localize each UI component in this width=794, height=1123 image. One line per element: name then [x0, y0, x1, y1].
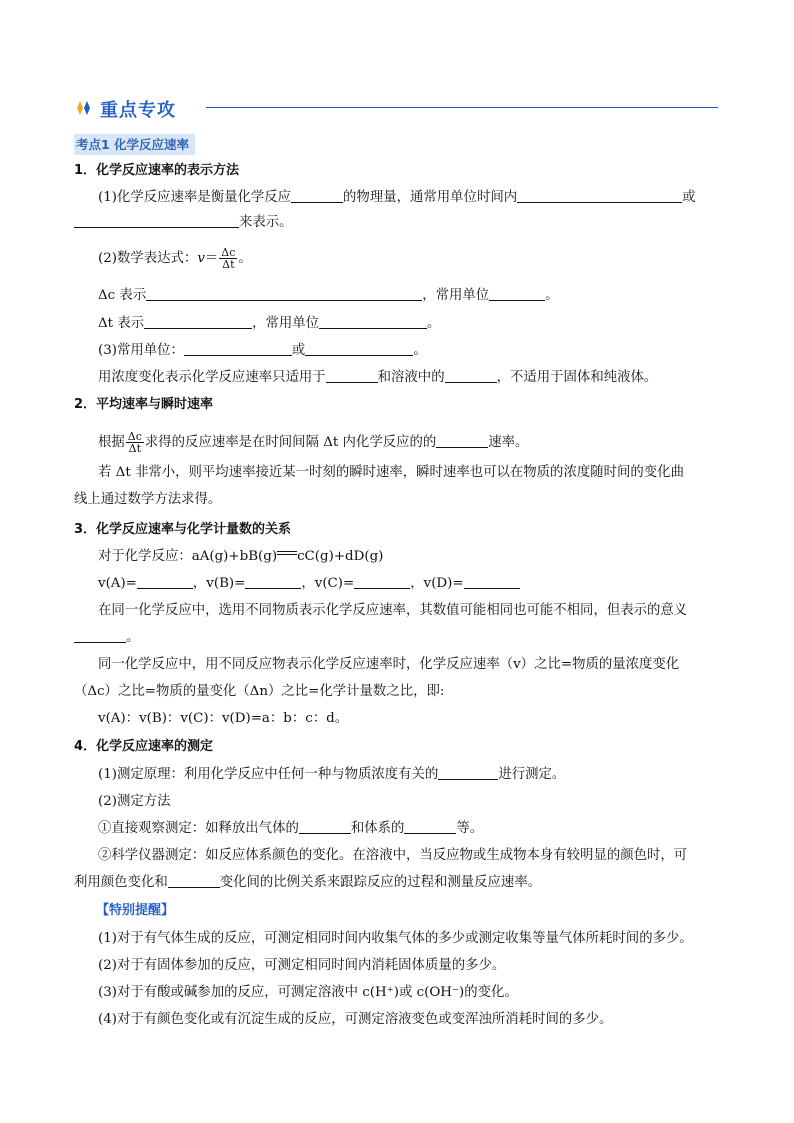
- s3-rates: v(A)= ，v(B)= ，v(C)= ，v(D)=: [98, 575, 520, 593]
- heading-1: 1．化学反应速率的表示方法: [74, 163, 240, 178]
- equals-arrow: [277, 549, 297, 559]
- blank: [184, 343, 292, 356]
- s4-instrument: ②科学仪器测定：如反应体系颜色的变化。在溶液中，当反应物或生成物本身有较明显的颜色时，可: [98, 848, 688, 863]
- section-title: 重点专攻: [100, 100, 176, 121]
- heading-2: 2．平均速率与瞬时速率: [74, 397, 214, 412]
- tip-3: (3)对于有酸或碱参加的反应，可测定溶液中 c(H⁺)或 c(OH⁻)的变化。: [98, 985, 518, 1000]
- blank: [146, 288, 422, 301]
- blank: [319, 316, 427, 329]
- s1-dt: Δt 表示 ，常用单位 。: [98, 316, 441, 331]
- s4-direct: ①直接观察测定：如释放出气体的 和体系的 等。: [98, 821, 484, 836]
- s4-principle: (1)测定原理：利用化学反应中任何一种与物质浓度有关的 进行测定。: [98, 767, 566, 782]
- blank: [291, 190, 343, 203]
- blank: [354, 576, 410, 589]
- blank: [137, 576, 193, 589]
- s3-para2: 在同一化学反应中，选用不同物质表示化学反应速率，其数值可能相同也可能不相同，但表示的意义: [98, 603, 688, 618]
- fraction: $\frac{\Delta c}{\Delta t}$: [127, 430, 142, 455]
- blank: [438, 767, 498, 780]
- s3-para2-cont: 。: [74, 629, 139, 647]
- s1-units: (3)常用单位： 或 。: [98, 343, 427, 358]
- blank: [517, 190, 682, 203]
- blank: [245, 576, 301, 589]
- s3-para3-cont: （Δc）之比=物质的量变化（Δn）之比=化学计量数之比，即:: [74, 684, 445, 699]
- s3-reaction: 对于化学反应：aA(g)+bB(g) cC(g)+dD(g): [98, 549, 384, 564]
- blank: [305, 343, 413, 356]
- blank: [464, 576, 520, 589]
- blank: [445, 370, 497, 383]
- s4-method: (2)测定方法: [98, 794, 171, 809]
- tip-1: (1)对于有气体生成的反应，可测定相同时间内收集气体的多少或测定收集等量气体所耗时间的多少。: [98, 931, 693, 946]
- blank: [489, 288, 545, 301]
- blank: [326, 370, 378, 383]
- blank: [144, 316, 252, 329]
- heading-3: 3．化学反应速率与化学计量数的关系: [74, 522, 292, 537]
- s1-scope: 用浓度变化表示化学反应速率只适用于 和溶液中的 ，不适用于固体和纯液体。: [98, 370, 658, 385]
- s1-formula: (2)数学表达式：v＝ $\frac{\Delta c}{\Delta t}$ 。: [98, 246, 252, 271]
- tip-2: (2)对于有固体参加的反应，可测定相同时间内消耗固体质量的多少。: [98, 958, 506, 973]
- heading-4: 4．化学反应速率的测定: [74, 739, 214, 754]
- header-rule: [206, 107, 718, 108]
- fraction: $\frac{\Delta c}{\Delta t}$: [221, 246, 236, 271]
- tips-label: 【特别提醒】: [96, 903, 175, 918]
- s3-ratio: v(A)：v(B)：v(C)：v(D)=a：b：c：d。: [98, 711, 349, 726]
- tip-4: (4)对于有颜色变化或有沉淀生成的反应，可测定溶液变色或变浑浊所消耗时间的多少。: [98, 1012, 613, 1027]
- s3-para3: 同一化学反应中，用不同反应物表示化学反应速率时，化学反应速率（v）之比=物质的量浓度变化: [98, 657, 680, 672]
- s4-instrument-cont: 利用颜色变化和 变化间的比例关系来跟踪反应的过程和测量反应速率。: [74, 875, 542, 890]
- blank: [74, 215, 239, 228]
- blank: [404, 821, 456, 834]
- s1-para1-cont: 来表示。: [74, 214, 293, 232]
- double-diamond-icon: [76, 100, 92, 116]
- blank: [74, 630, 126, 643]
- s1-dc: Δc 表示 ，常用单位 。: [98, 288, 559, 303]
- blank: [168, 875, 220, 888]
- s2-para1: 根据 $\frac{\Delta c}{\Delta t}$ 求得的反应速率是在时间间隔 Δt 内化学反应的的 速率。: [98, 430, 529, 455]
- section-header: [76, 94, 718, 122]
- s2-para2: 若 Δt 非常小，则平均速率接近某一时刻的瞬时速率，瞬时速率也可以在物质的浓度随时间的变化曲: [98, 465, 684, 480]
- s1-para1: (1)化学反应速率是衡量化学反应 的物理量，通常用单位时间内 或: [98, 190, 696, 205]
- blank: [299, 821, 351, 834]
- topic-badge: 考点1 化学反应速率: [74, 134, 195, 155]
- s2-para2-cont: 线上通过数学方法求得。: [74, 492, 222, 507]
- blank: [436, 435, 488, 448]
